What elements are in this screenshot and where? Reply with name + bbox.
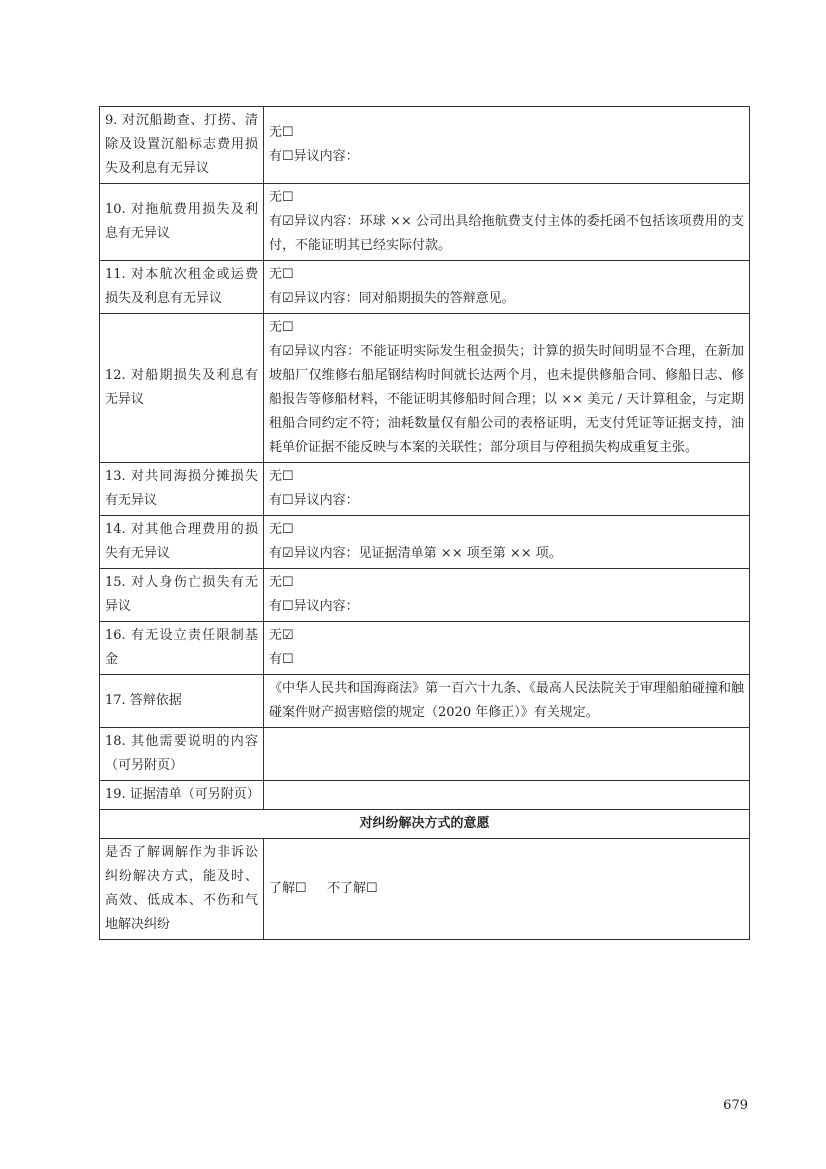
answer-18[interactable] [264, 728, 750, 781]
form-row-15 [100, 569, 750, 622]
objection-label-10: 异议内容： [293, 214, 360, 229]
answer-15 [264, 569, 750, 622]
answer-13 [264, 463, 750, 516]
form-row-18 [100, 728, 750, 781]
form-row-10 [100, 184, 750, 261]
defense-form-table [99, 106, 750, 940]
question-15: 15. 对人身伤亡损失有无异议 [100, 569, 264, 622]
form-row-17 [100, 675, 750, 728]
question-11: 11. 对本航次租金或运费损失及利息有无异议 [100, 261, 264, 314]
objection-detail-11: 同对船期损失的答辩意见。 [358, 291, 515, 306]
objection-label-12: 异议内容： [293, 344, 361, 359]
section-title: 对纠纷解决方式的意愿 [100, 810, 750, 839]
question-13: 13. 对共同海损分摊损失有无异议 [100, 463, 264, 516]
answer-19[interactable] [264, 781, 750, 810]
option-yes-14[interactable]: 有☑ [269, 546, 294, 561]
question-16: 16. 有无设立责任限制基金 [100, 622, 264, 675]
option-no-10[interactable]: 无☐ [269, 190, 294, 205]
option-no-9[interactable]: 无☐ [269, 125, 294, 140]
objection-detail-14: 见证据清单第 ×× 项至第 ×× 项。 [358, 546, 562, 561]
form-row-14 [100, 516, 750, 569]
objection-detail-12: 不能证明实际发生租金损失；计算的损失时间明显不合理，在新加坡船厂仅维修右船尾钢结构时间就长达两个月，也未提供修船合同、修船日志、修船报告等修船材料，不能证明其修船时间合理；以 ×× 美元 / 天计算租金，与定期租船合同约定不符；油耗数量仅有船公司的表格证明，无支付凭证等证据支持，油耗单价证据不能反映与本案的关联性；部分项目与停租损失构成重复主张。 [269, 344, 744, 455]
option-not-understand[interactable]: 不了解☐ [326, 881, 378, 896]
objection-label-9: 异议内容： [293, 149, 359, 164]
answer-11 [264, 261, 750, 314]
answer-9 [264, 107, 750, 184]
option-yes-12[interactable]: 有☑ [269, 344, 294, 359]
option-yes-10[interactable]: 有☑ [269, 214, 294, 229]
objection-detail-10: 环球 ×× 公司出具给拖航费支付主体的委托函不包括该项费用的支付，不能证明其已经实际付款。 [269, 214, 744, 253]
question-10: 10. 对拖航费用损失及利息有无异议 [100, 184, 264, 261]
defense-basis-text: 《中华人民共和国海商法》第一百六十九条、《最高人民法院关于审理船舶碰撞和触碰案件财产损害赔偿的规定（2020 年修正）》有关规定。 [269, 681, 744, 720]
option-yes-13[interactable]: 有☐ [269, 493, 294, 508]
form-row-13 [100, 463, 750, 516]
question-17: 17. 答辩依据 [100, 675, 264, 728]
option-no-15[interactable]: 无☐ [269, 575, 294, 590]
answer-10 [264, 184, 750, 261]
answer-14 [264, 516, 750, 569]
objection-label-11: 异议内容： [293, 291, 359, 306]
option-no-11[interactable]: 无☐ [269, 267, 294, 282]
form-row-16 [100, 622, 750, 675]
question-14: 14. 对其他合理费用的损失有无异议 [100, 516, 264, 569]
answer-12 [264, 314, 750, 463]
objection-label-13: 异议内容： [293, 493, 359, 508]
mediation-answer [264, 839, 750, 940]
mediation-question: 是否了解调解作为非诉讼纠纷解决方式，能及时、高效、低成本、不伤和气地解决纠纷 [100, 839, 264, 940]
form-row-11 [100, 261, 750, 314]
objection-label-15: 异议内容： [293, 599, 359, 614]
form-row-9 [100, 107, 750, 184]
option-yes-9[interactable]: 有☐ [269, 149, 294, 164]
option-no-16[interactable]: 无☑ [269, 628, 294, 643]
form-row-19 [100, 781, 750, 810]
option-yes-16[interactable]: 有☐ [269, 652, 294, 667]
page-number: 679 [723, 1098, 748, 1113]
section-row [100, 810, 750, 839]
answer-16 [264, 622, 750, 675]
mediation-row [100, 839, 750, 940]
question-12: 12. 对船期损失及利息有无异议 [100, 314, 264, 463]
question-9: 9. 对沉船勘查、打捞、清除及设置沉船标志费用损失及利息有无异议 [100, 107, 264, 184]
option-understand[interactable]: 了解☐ [269, 881, 307, 896]
option-no-13[interactable]: 无☐ [269, 469, 294, 484]
question-18: 18. 其他需要说明的内容（可另附页） [100, 728, 264, 781]
option-no-14[interactable]: 无☐ [269, 522, 294, 537]
option-no-12[interactable]: 无☐ [269, 320, 294, 335]
question-19: 19. 证据清单（可另附页） [100, 781, 264, 810]
option-yes-11[interactable]: 有☑ [269, 291, 294, 306]
objection-label-14: 异议内容： [293, 546, 359, 561]
option-yes-15[interactable]: 有☐ [269, 599, 294, 614]
answer-17 [264, 675, 750, 728]
form-row-12 [100, 314, 750, 463]
